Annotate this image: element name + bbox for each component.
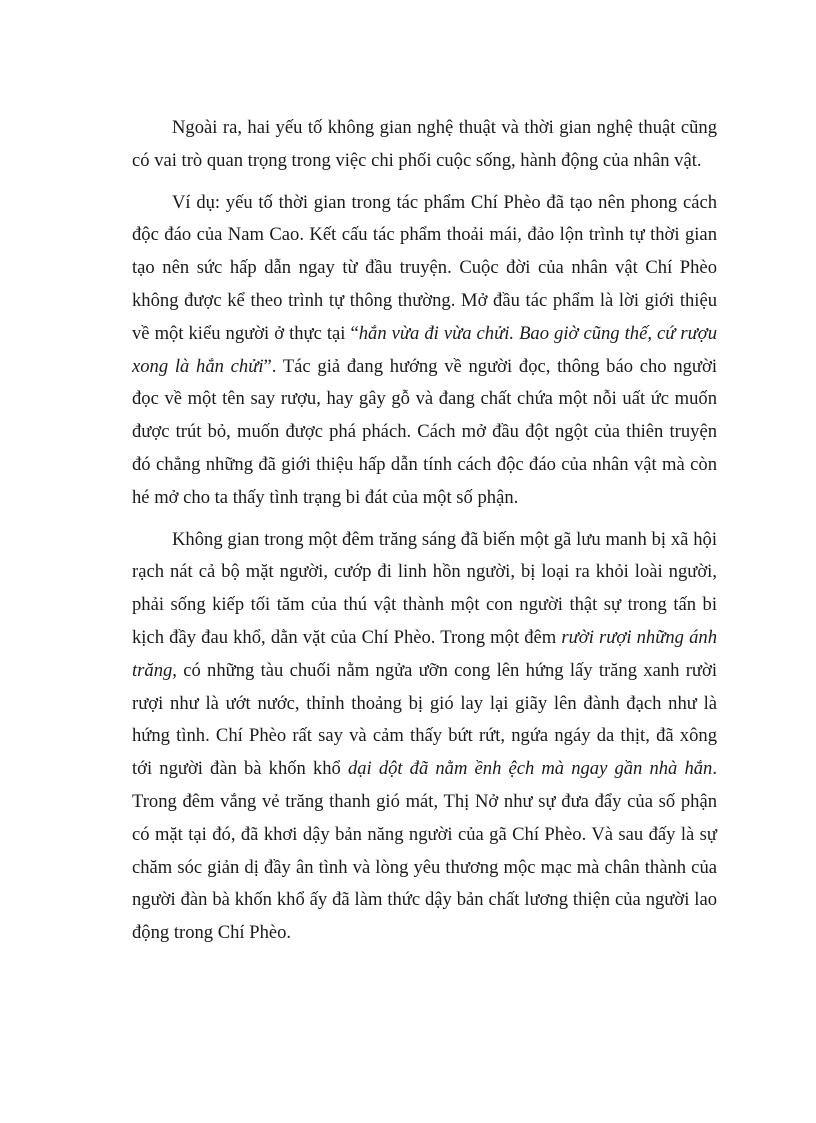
- paragraph-2: [132, 187, 717, 515]
- paragraph-1-text: Ngoài ra, hai yếu tố không gian nghệ thuật và thời gian nghệ thuật cũng có vai trò quan trọng trong việc chi phối cuộc sống, hành động của nhân vật.: [132, 117, 717, 171]
- paragraph-3-quote-italic-2: dại dột đã nằm ềnh ệch mà ngay gần nhà hắn: [347, 758, 713, 780]
- body-text: [132, 112, 717, 950]
- paragraph-3-text-a: Không gian trong một đêm trăng sáng đã biến một gã lưu manh bị xã hội rạch nát cả bộ mặt người, cướp đi linh hồn người, bị loại ra khỏi loài người, phải sống kiếp tối tăm của thú vật thành một con người thật sự trong tấn bi kịch đầy đau khổ, dằn vặt của Chí Phèo. Trong một đêm: [132, 528, 717, 648]
- paragraph-2-quote-italic: hắn vừa đi vừa chửi. Bao giờ cũng thế, cứ rượu xong là hắn chửi: [132, 322, 717, 377]
- paragraph-1: [132, 112, 717, 178]
- paragraph-2-text-a: Ví dụ: yếu tố thời gian trong tác phẩm Chí Phèo đã tạo nên phong cách độc đáo của Nam Cao. Kết cấu tác phẩm thoải mái, đảo lộn trình tự thời gian tạo nên sức hấp dẫn ngay từ đầu truyện. Cuộc đời của nhân vật Chí Phèo không được kể theo trình tự thông thường. Mở đầu tác phẩm là lời giới thiệu về một kiểu người ở thực tại “: [132, 191, 717, 344]
- paragraph-3-text-c: . Trong đêm vắng vẻ trăng thanh gió mát, Thị Nở như sự đưa đẩy của số phận có mặt tại đó, đã khơi dậy bản năng người của gã Chí Phèo. Và sau đấy là sự chăm sóc giản dị đầy ân tình và lòng yêu thương mộc mạc mà chân thành của người đàn bà khốn khổ ấy đã làm thức dậy bản chất lương thiện của người lao động trong Chí Phèo.: [132, 758, 717, 944]
- paragraph-2-text-b: ”. Tác giả đang hướng về người đọc, thông báo cho người đọc về một tên say rượu, hay gây gỗ và đang chất chứa một nỗi uất ức muốn được trút bỏ, muốn được phá phách. Cách mở đầu đột ngột của thiên truyện đó chẳng những đã giới thiệu hấp dẫn tính cách độc đáo của nhân vật mà còn hé mở cho ta thấy tình trạng bi đát của một số phận.: [132, 355, 717, 508]
- paragraph-3-quote-italic-1: rười rượi những ánh trăng: [132, 626, 717, 681]
- paragraph-3-text-b: , có những tàu chuối nằm ngửa ưỡn cong lên hứng lấy trăng xanh rười rượi như là ướt nước, thỉnh thoảng bị gió lay lại giãy lên đành đạch như là hứng tình. Chí Phèo rất say và cảm thấy bứt rứt, ngứa ngáy da thịt, đã xông tới người đàn bà khốn khổ: [132, 659, 717, 780]
- paragraph-3: [132, 524, 717, 950]
